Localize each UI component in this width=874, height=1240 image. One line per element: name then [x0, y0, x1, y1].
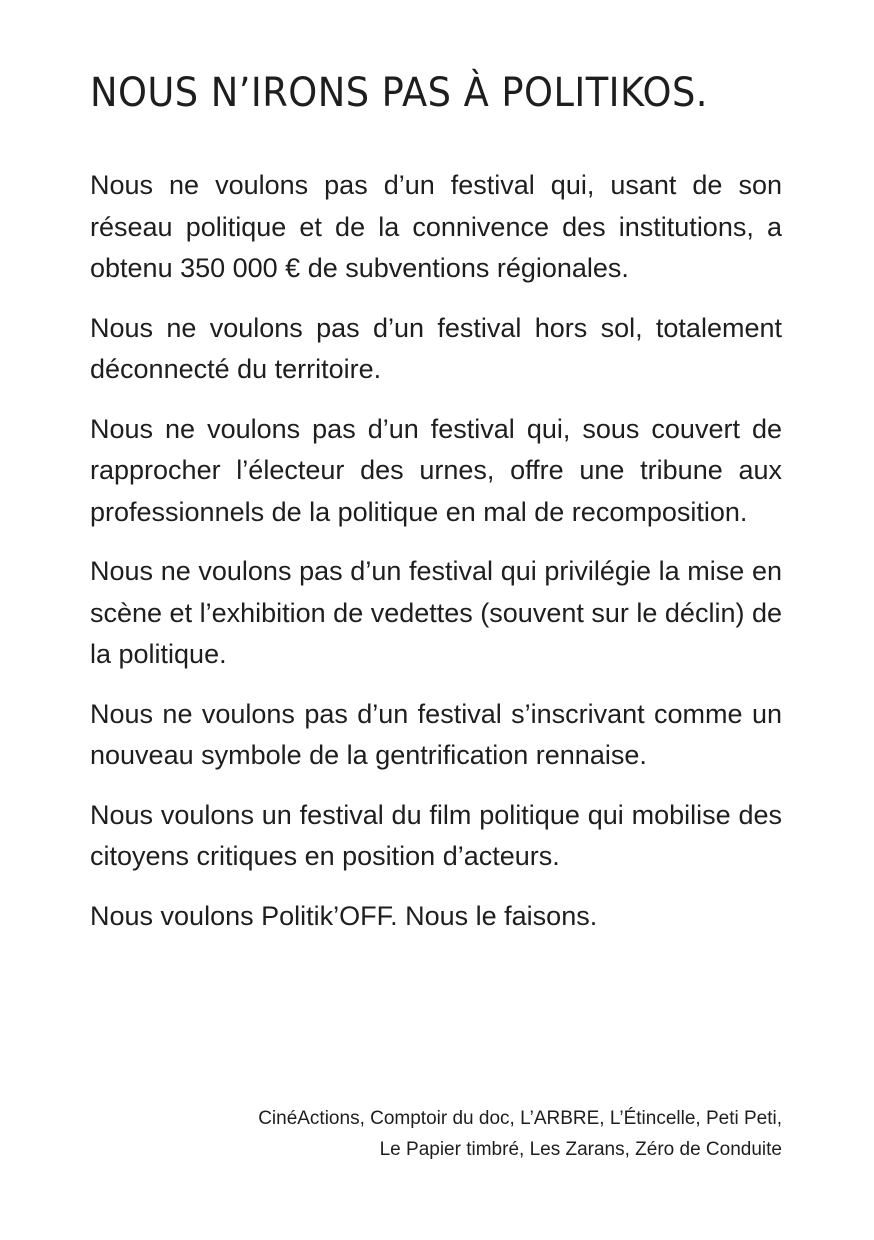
paragraph: Nous ne voulons pas d’un festival hors sol, totalement déconnecté du territoire. — [90, 312, 782, 384]
paragraph: Nous ne voulons pas d’un festival qui, sous couvert de rapprocher l’électeur des urnes, offre une tribune aux professionnels de la politique en mal de recomposition. — [90, 413, 782, 527]
signatories-line: Le Papier timbré, Les Zarans, Zéro de Conduite — [379, 1139, 782, 1160]
paragraph: Nous voulons un festival du film politique qui mobilise des citoyens critiques en position d’acteurs. — [90, 799, 782, 871]
manifesto-body — [90, 165, 782, 955]
paragraph: Nous ne voulons pas d’un festival qui, usant de son réseau politique et de la connivence des institutions, a obtenu 350 000 € de subventions régionales. — [90, 170, 782, 283]
paragraph: Nous ne voulons pas d’un festival qui privilégie la mise en scène et l’exhibition de vedettes (souvent sur le déclin) de la politique. — [90, 556, 782, 669]
page-title: NOUS N’IRONS PAS À POLITIKOS. — [90, 70, 708, 116]
paragraph: Nous ne voulons pas d’un festival s’inscrivant comme un nouveau symbole de la gentrification rennaise. — [90, 698, 782, 770]
signatories-line: CinéActions, Comptoir du doc, L’ARBRE, L’Étincelle, Peti Peti, — [258, 1108, 782, 1129]
paragraph: Nous voulons Politik’OFF. Nous le faisons. — [90, 900, 598, 931]
signatories — [258, 1103, 782, 1165]
